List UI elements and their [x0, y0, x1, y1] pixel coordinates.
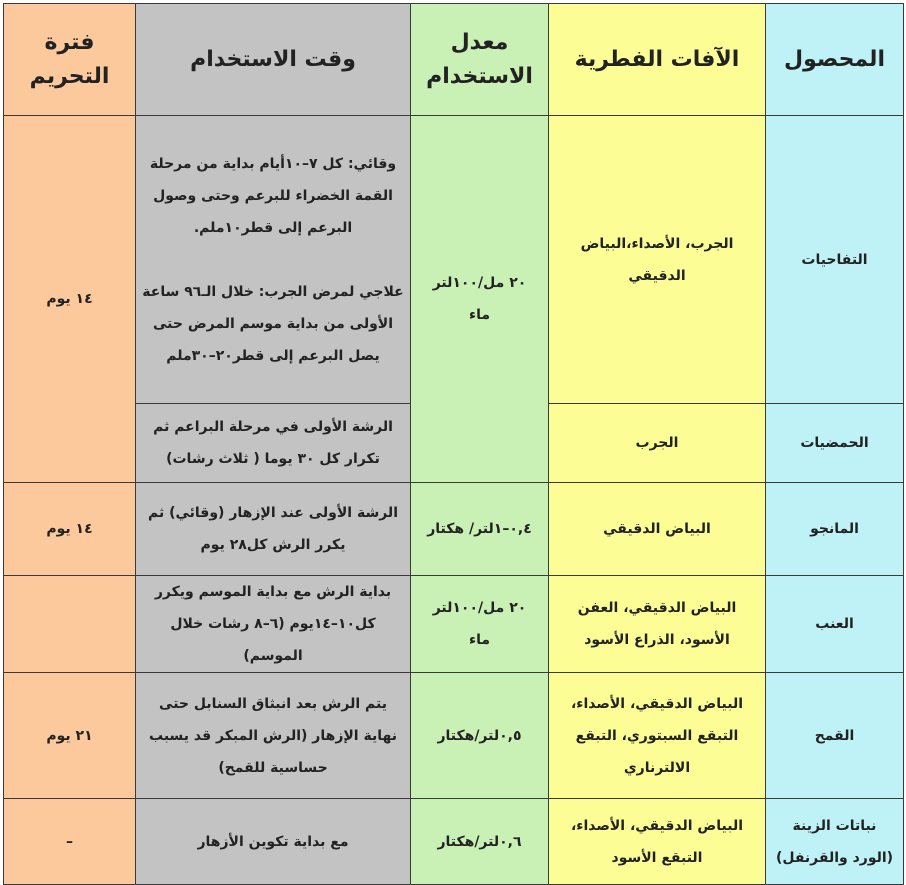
header-time: وقت الاستخدام: [136, 4, 411, 116]
ban-cell: ١٤ يوم: [4, 116, 136, 483]
crop-cell: المانجو: [766, 483, 904, 576]
header-row: [4, 4, 904, 116]
time-cell: مع بداية تكوين الأزهار: [136, 799, 411, 885]
pests-cell: البياض الدقيقي: [549, 483, 766, 576]
rate-cell: ٠,٥لتر/هكتار: [411, 673, 549, 799]
pests-cell: البياض الدقيقي، العفن الأسود، الذراع الأسود: [549, 576, 766, 673]
time-cell: يتم الرش بعد انبثاق السنابل حتى نهاية الإزهار (الرش المبكر قد يسبب حساسية للقمح): [136, 673, 411, 799]
time-cell: الرشة الأولى في مرحلة البراعم ثم تكرار كل ٣٠ يوما ( ثلاث رشات): [136, 404, 411, 483]
crop-cell: الحمضيات: [766, 404, 904, 483]
header-rate: معدل الاستخدام: [411, 4, 549, 116]
crop-cell: التفاحيات: [766, 116, 904, 404]
pesticide-table: [3, 3, 904, 885]
rate-cell: ٠,٤–١لتر/ هكتار: [411, 483, 549, 576]
header-pests: الآفات الفطرية: [549, 4, 766, 116]
ban-cell: –: [4, 799, 136, 885]
ban-cell: [4, 576, 136, 673]
header-crop: المحصول: [766, 4, 904, 116]
table-row: [4, 116, 904, 404]
crop-cell: القمح: [766, 673, 904, 799]
rate-cell: ٢٠ مل/١٠٠لتر ماء: [411, 576, 549, 673]
table-row: [4, 576, 904, 673]
table-row: [4, 673, 904, 799]
pests-cell: الجرب: [549, 404, 766, 483]
crop-cell: نباتات الزينة (الورد والقرنفل): [766, 799, 904, 885]
header-ban: فترة التحريم: [4, 4, 136, 116]
rate-cell: ٠,٦لتر/هكتار: [411, 799, 549, 885]
table-row: [4, 483, 904, 576]
pests-cell: الجرب، الأصداء،البياض الدقيقي: [549, 116, 766, 404]
crop-cell: العنب: [766, 576, 904, 673]
time-cell: الرشة الأولى عند الإزهار (وقائي) ثم يكرر الرش كل٢٨ يوم: [136, 483, 411, 576]
time-cell: وقائي: كل ٧–١٠أيام بداية من مرحلة القمة الخضراء للبرعم وحتى وصول البرعم إلى قطر١٠ملم. علاجي لمرض الجرب: خلال الـ٩٦ ساعة الأولى من بداية موسم المرض حتى يصل البرعم إلى قطر٢٠–٣٠ملم: [136, 116, 411, 404]
ban-cell: ١٤ يوم: [4, 483, 136, 576]
table-row: [4, 799, 904, 885]
rate-cell: ٢٠ مل/١٠٠لتر ماء: [411, 116, 549, 483]
ban-cell: ٢١ يوم: [4, 673, 136, 799]
pests-cell: البياض الدقيقي، الأصداء، التبقع السبتوري، التبقع الالترناري: [549, 673, 766, 799]
time-cell: بداية الرش مع بداية الموسم ويكرر كل١٠–١٤يوم (٦–٨ رشات خلال الموسم): [136, 576, 411, 673]
pests-cell: البياض الدقيقي، الأصداء، التبقع الأسود: [549, 799, 766, 885]
